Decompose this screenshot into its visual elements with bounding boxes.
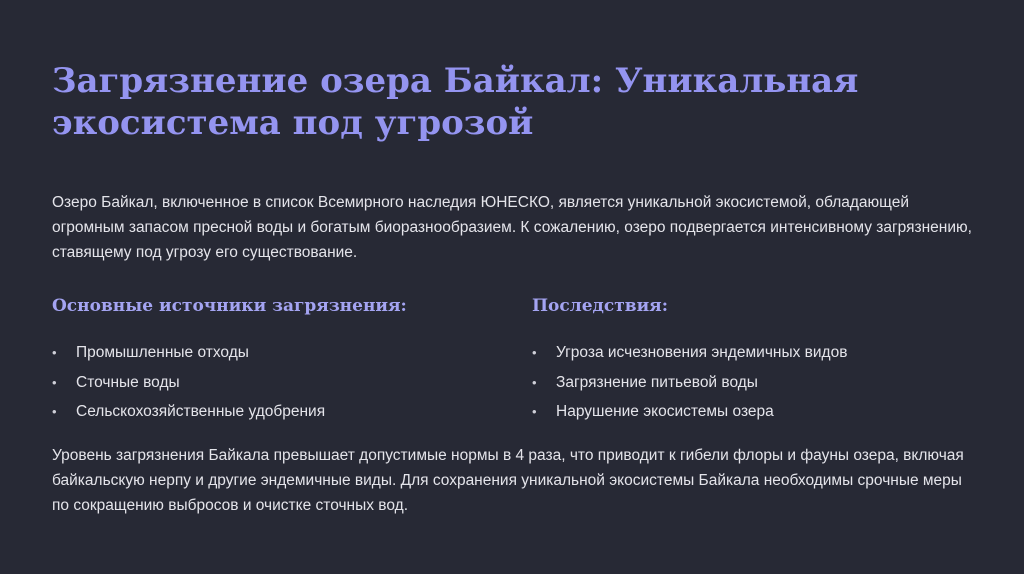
list-item-label: Сточные воды bbox=[76, 373, 180, 391]
list-item-label: Промышленные отходы bbox=[76, 344, 249, 361]
consequences-column bbox=[532, 292, 972, 427]
list-item-label: Угроза исчезновения эндемичных видов bbox=[556, 344, 848, 361]
list-item bbox=[532, 368, 972, 398]
consequences-list bbox=[532, 338, 972, 427]
bullet-icon: • bbox=[532, 345, 537, 360]
bullet-icon: • bbox=[532, 374, 537, 390]
bullet-icon: • bbox=[52, 374, 57, 390]
list-item bbox=[532, 397, 972, 427]
list-item bbox=[52, 338, 482, 368]
conclusion-paragraph: Уровень загрязнения Байкала превышает допустимые нормы в 4 раза, что приводит к гибели флоры и фауны озера, включая байкальскую нерпу и другие эндемичные виды. Для сохранения уникальной экосистемы Байкала необходимы срочные меры по сокращению выбросов и очистке сточных вод. bbox=[52, 447, 964, 514]
list-item bbox=[532, 338, 972, 368]
bullet-icon: • bbox=[532, 404, 537, 419]
slide-title: Загрязнение озера Байкал: Уникальная экосистема под угрозой bbox=[52, 61, 859, 143]
list-item bbox=[52, 397, 482, 427]
list-item bbox=[52, 368, 482, 398]
list-item-label: Сельскохозяйственные удобрения bbox=[76, 403, 326, 420]
consequences-heading: Последствия: bbox=[532, 296, 669, 316]
sources-list bbox=[52, 338, 482, 427]
sources-column bbox=[52, 292, 482, 427]
list-item-label: Нарушение экосистемы озера bbox=[556, 403, 774, 420]
intro-paragraph: Озеро Байкал, включенное в список Всемирного наследия ЮНЕСКО, является уникальной экосистемой, обладающей огромным запасом пресной воды и богатым биоразнообразием. К сожалению, озеро подвергается интенсивному загрязнению, ставящему под угрозу его существование. bbox=[52, 194, 972, 261]
sources-heading: Основные источники загрязнения: bbox=[52, 296, 407, 316]
bullet-icon: • bbox=[52, 404, 57, 419]
bullet-icon: • bbox=[52, 345, 57, 360]
list-item-label: Загрязнение питьевой воды bbox=[556, 373, 758, 391]
